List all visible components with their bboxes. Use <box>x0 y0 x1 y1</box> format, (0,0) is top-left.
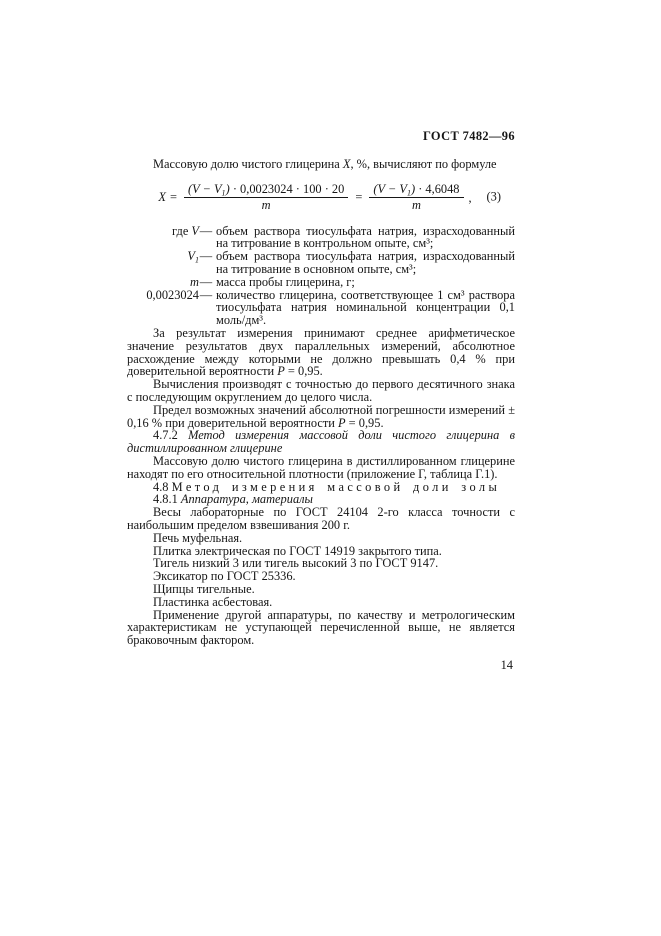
paragraph-distilled-glycerin: Массовую долю чистого глицерина в дистиллированном глицерине находят по его относительной плотности (приложение Г, таблица Г.1). <box>127 453 515 481</box>
var-p: P <box>338 415 346 430</box>
paragraph-calculations: Вычисления производят с точностью до первого десятичного знака с последующим округлением до целого числа. <box>127 377 515 404</box>
section-heading-4-7-2 <box>127 429 515 455</box>
intro-text-b: , %, вычисляют по формуле <box>350 156 497 171</box>
page-number: 14 <box>500 657 513 672</box>
formula-3 <box>127 181 503 214</box>
equals-sign: = <box>355 189 363 204</box>
intro-paragraph <box>127 158 515 171</box>
where-row-coefficient <box>127 289 515 327</box>
fraction-1-denominator: m <box>261 197 271 212</box>
formula-comma: , <box>468 190 472 205</box>
text-block <box>127 130 515 672</box>
paragraph-error-limit: Предел возможных значений абсолютной погрешности измерений ± 0,16 % при доверительной вероятности P = 0,95. <box>127 402 515 430</box>
definition-dash: — <box>199 249 213 264</box>
definition-dash: — <box>199 223 213 238</box>
intro-text-a: Массовую долю чистого глицерина <box>153 156 343 171</box>
paragraph-other-equipment: Применение другой аппаратуры, по качеству и метрологическим характеристикам не уступающей перечисленной выше, не является браковочным фактором. <box>127 607 515 648</box>
definition-text: объем раствора тиосульфата натрия, израсходованный на титрование в основном опыте, см³; <box>216 249 515 276</box>
section-title: Метод измерения массовой доли золы <box>171 479 501 494</box>
section-number: 4.8 <box>153 479 172 494</box>
fraction-1-numerator: $(V - V_1) \cdot 0,0023024 \cdot 100 \cdot 20$ <box>184 183 348 198</box>
definition-dash: — <box>199 274 213 289</box>
fraction-2-denominator: m <box>411 197 421 212</box>
where-row-m <box>127 276 515 289</box>
definition-dash: — <box>199 287 213 302</box>
term-v: V <box>191 223 199 238</box>
fraction-2 <box>369 183 463 212</box>
section-title: Метод измерения массовой доли чистого глицерина в дистиллированном глицерине <box>127 428 515 456</box>
definition-text: количество глицерина, соответствующее 1 см³ раствора тиосульфата натрия номинальной концентрации 0,1 моль/дм³. <box>216 287 515 328</box>
section-title: Аппаратура, материалы <box>180 492 313 507</box>
fraction-2-numerator: $(V - V_1) \cdot 4,6048$ <box>369 183 463 198</box>
definition-text: объем раствора тиосульфата натрия, израсходованный на титрование в контрольном опыте, см³; <box>216 223 515 251</box>
paragraph-electric-plate: Плитка электрическая по ГОСТ 14919 закрытого типа. <box>153 543 442 558</box>
where-row-v1: $V_1$ — объем раствора тиосульфата натрия, израсходованный на титрование в основном опыте, см³; <box>187 249 515 276</box>
paragraph-result-average: За результат измерения принимают среднее арифметическое значение результатов двух параллельных измерений, абсолютное расхождение между которыми не должно превышать 0,4 % при доверительной вероятности P = 0,95. <box>127 325 515 379</box>
formula-lhs: X <box>158 189 166 204</box>
paragraph-scales: Весы лабораторные по ГОСТ 24104 2-го класса точности с наибольшим пределом взвешивания 200 г. <box>127 505 515 532</box>
paragraph-tongs: Щипцы тигельные. <box>153 581 255 596</box>
var-x: X <box>342 156 351 171</box>
fraction-1 <box>184 183 348 212</box>
paragraph-desiccator: Эксикатор по ГОСТ 25336. <box>153 569 296 584</box>
paragraph-furnace: Печь муфельная. <box>153 530 243 545</box>
equals-sign: = <box>169 189 177 204</box>
formula-number: (3) <box>486 189 501 204</box>
section-number: 4.7.2 <box>153 428 189 443</box>
paragraph-crucible: Тигель низкий 3 или тигель высокий 3 по ГОСТ 9147. <box>153 556 439 571</box>
where-list <box>127 225 515 327</box>
term-m: m <box>190 274 199 289</box>
doc-number: ГОСТ 7482—96 <box>422 129 515 143</box>
section-number: 4.8.1 <box>153 492 181 507</box>
paragraph-asbestos-plate: Пластинка асбестовая. <box>153 594 273 609</box>
definition-text: масса пробы глицерина, г; <box>216 274 355 289</box>
term-v1: V <box>187 249 195 264</box>
term-coefficient: 0,0023024 <box>146 287 199 302</box>
where-row-v: где V — объем раствора тиосульфата натрия, израсходованный на титрование в контрольном опыте, см³; <box>172 223 515 251</box>
var-p: P <box>277 364 285 379</box>
